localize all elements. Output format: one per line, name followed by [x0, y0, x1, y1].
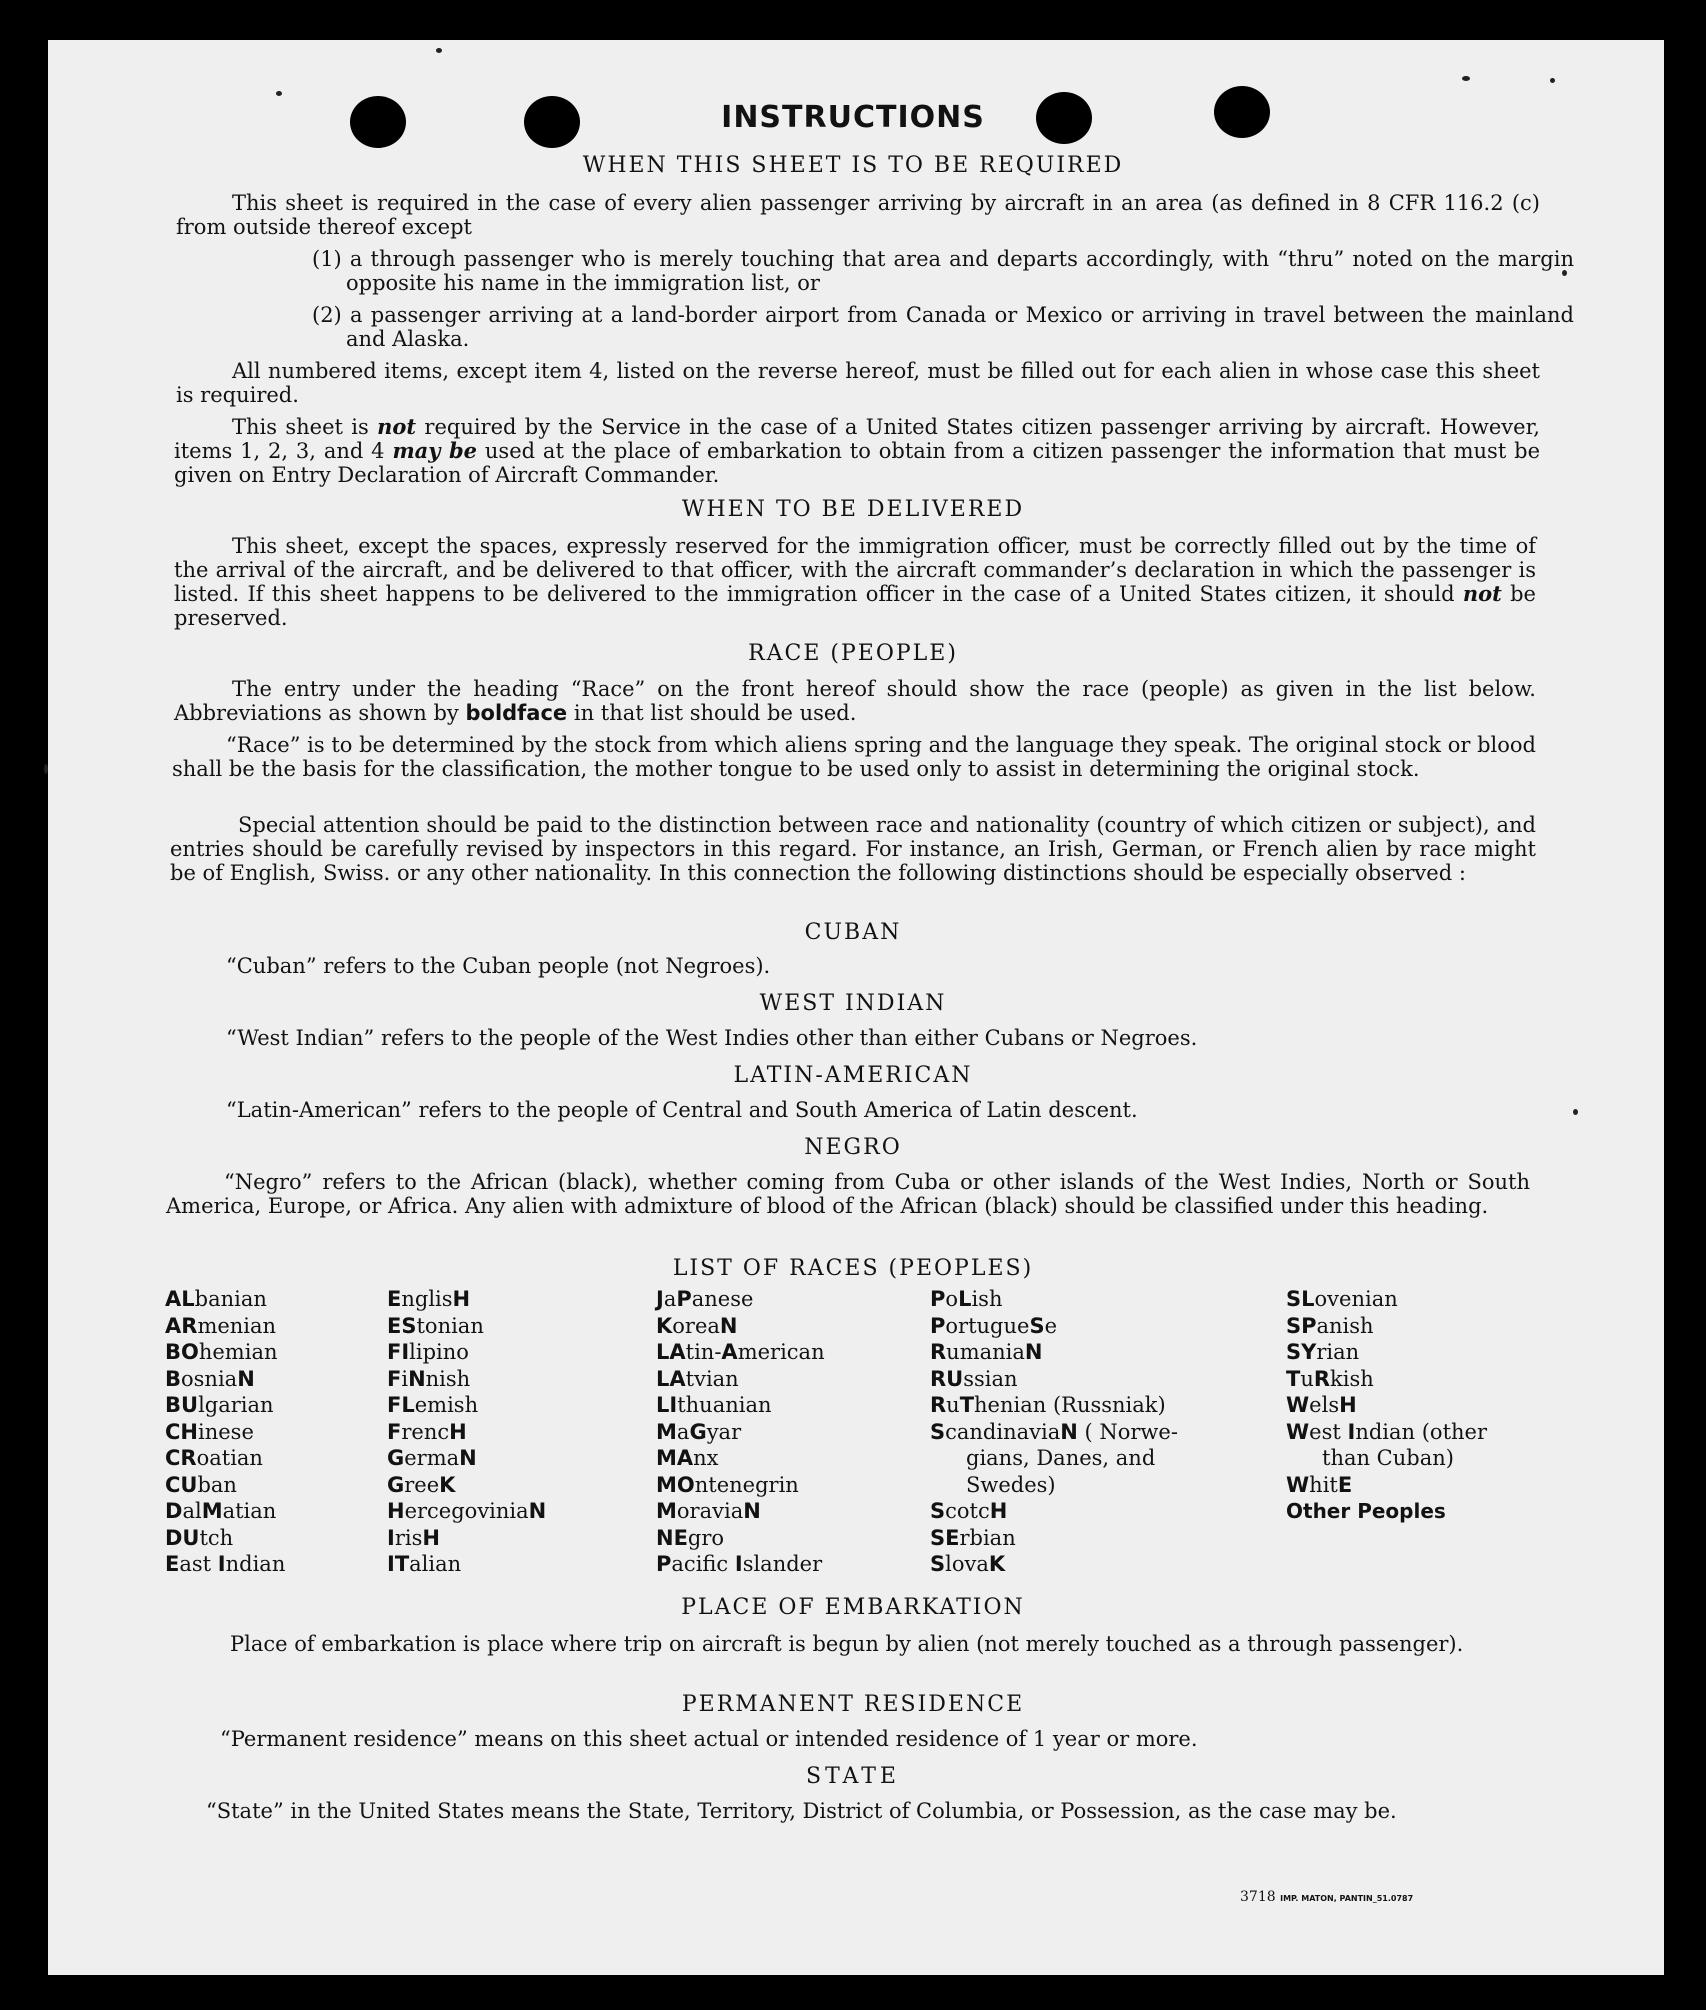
race-entry-part: anese [691, 1287, 754, 1311]
heading-residence: PERMANENT RESIDENCE [681, 1692, 1025, 1717]
race-entry-part: M [656, 1419, 677, 1444]
race-entry-part: CR [165, 1446, 197, 1470]
race-entry-part: E [1337, 1472, 1353, 1497]
race-entry [165, 1419, 285, 1446]
race-entry [1286, 1498, 1487, 1525]
race-entry-part: R [930, 1340, 947, 1364]
race-entry-part: J [656, 1287, 664, 1311]
race-entry-part: N [719, 1313, 738, 1338]
race-entry [387, 1419, 546, 1446]
race-entry-part: ndian (other [1355, 1419, 1487, 1444]
race-entry-part: tonian [416, 1313, 484, 1338]
race-entry-part: henian (Russniak) [974, 1393, 1166, 1417]
race-entry [656, 1419, 825, 1446]
race-entry [930, 1472, 1178, 1499]
race-entry-part: merican [737, 1340, 825, 1364]
race-entry-part: CH [165, 1419, 198, 1444]
race-entry-part: G [387, 1446, 405, 1470]
race-entry-part: ovenian [1314, 1287, 1398, 1311]
race-entry-part: orea [672, 1313, 720, 1338]
race-entry-part: S [1029, 1313, 1045, 1338]
race-entry-part: ndian [225, 1552, 286, 1576]
race-entry-part: A [721, 1340, 738, 1364]
form-number: 3718 [1240, 1889, 1276, 1905]
race-entry-part: a [676, 1419, 690, 1444]
race-entry-part: yar [706, 1419, 742, 1444]
race-entry-part: BO [165, 1340, 199, 1364]
heading-cuban: CUBAN [804, 920, 902, 945]
race-entry-part: W [1286, 1419, 1310, 1444]
race-entry-part: P [930, 1287, 946, 1311]
race-entry-part: SY [1286, 1340, 1317, 1364]
speck [1462, 76, 1470, 81]
race-entry-part: tin- [685, 1340, 722, 1364]
race-entry-part: candinavia [945, 1419, 1061, 1444]
race-entry-part: acific [671, 1552, 735, 1576]
race-entry-part: P [656, 1552, 672, 1576]
race-entry [656, 1525, 825, 1552]
race-entry [387, 1472, 546, 1499]
race-entry-part: Other Peoples [1286, 1499, 1446, 1523]
race-entry-part: ish [971, 1287, 1003, 1311]
race-entry-part: E [165, 1552, 180, 1576]
race-entry [165, 1472, 285, 1499]
race-entry-part: L [958, 1287, 972, 1311]
race-entry-part: renc [401, 1419, 450, 1444]
race-entry-part: ( Norwe- [1077, 1419, 1178, 1444]
race-entry-part: H [1339, 1393, 1357, 1417]
race-entry-part: FL [387, 1393, 415, 1417]
race-para-1: The entry under the heading “Race” on the front hereof should show the race (people) as given in the list below. Abbreviations as shown by boldface in that list should be used. [174, 677, 1536, 725]
race-entry-part: e [1044, 1313, 1058, 1338]
race-entry [656, 1392, 825, 1419]
race-entry [656, 1472, 825, 1499]
race-entry [1286, 1286, 1487, 1313]
race-entry-part: ssian [963, 1366, 1018, 1391]
race-entry-part: S [930, 1552, 946, 1576]
race-entry-part: anish [1316, 1313, 1374, 1338]
race-entry-part: emish [414, 1393, 479, 1417]
cuban-text: “Cuban” refers to the Cuban people (not Negroes). [226, 954, 771, 978]
numbered-items-note: All numbered items, except item 4, listed on the reverse hereof, must be filled out for each alien in whose case this sheet is required. [176, 359, 1540, 407]
race-entry [1286, 1472, 1487, 1499]
race-entry-part: E [387, 1287, 402, 1311]
race-entry-part: LA [656, 1340, 686, 1364]
when-required-intro: This sheet is required in the case of every alien passenger arriving by aircraft in an area (as defined in 8 CFR 116.2 (c) from outside thereof except [176, 191, 1540, 239]
race-entry-part: N [528, 1499, 547, 1523]
race-entry [930, 1313, 1178, 1340]
race-entry [387, 1525, 546, 1552]
race-entry-part: M [656, 1499, 677, 1523]
race-entry-part: P [676, 1287, 692, 1311]
speck [436, 48, 442, 53]
speck [1550, 78, 1555, 83]
race-entry-part: P [930, 1313, 946, 1338]
race-entry [165, 1339, 285, 1366]
race-entry-part: H [452, 1287, 471, 1311]
heading-race: RACE (PEOPLE) [748, 641, 958, 666]
race-entry [1286, 1392, 1487, 1419]
race-entry-part: slander [742, 1552, 823, 1576]
race-entry-part: atian [222, 1499, 277, 1523]
race-entry [165, 1551, 285, 1578]
race-entry-part: est [1309, 1419, 1348, 1444]
race-entry-part: K [988, 1552, 1006, 1576]
race-entry-part: rbian [959, 1525, 1016, 1550]
citizen-note: This sheet is not required by the Service in the case of a United States citizen passenger arriving by aircraft. However, items 1, 2, 3, and 4 may be used at the place of embarkation to obtain from a citizen passenger the information that must be given on Entry Declaration of Aircraft Commander. [174, 414, 1540, 487]
race-entry-part: ree [404, 1472, 440, 1497]
race-entry-part: alian [409, 1552, 462, 1576]
page-title: INSTRUCTIONS [721, 100, 985, 135]
race-entry-part: N [408, 1366, 426, 1391]
race-entry-part: G [387, 1472, 405, 1497]
race-entry-part: I [1347, 1419, 1356, 1444]
embarkation-text: Place of embarkation is place where trip on aircraft is begun by alien (not merely touched as a through passenger). [230, 1632, 1464, 1656]
race-entry [165, 1366, 285, 1393]
race-entry-part: F [387, 1366, 402, 1391]
state-text: “State” in the United States means the State, Territory, District of Columbia, or Possession, as the case may be. [206, 1799, 1397, 1823]
races-column-1 [165, 1286, 285, 1578]
race-entry-part: inese [198, 1419, 254, 1444]
race-entry-part: kish [1330, 1366, 1374, 1391]
race-entry-part: I [734, 1552, 743, 1576]
race-entry-part: I [387, 1525, 395, 1550]
printer-imprint: IMP. MATON, PANTIN_51.0787 [1280, 1894, 1414, 1903]
race-entry [656, 1498, 825, 1525]
race-entry-part: ercegovinia [404, 1499, 529, 1523]
race-entry [387, 1392, 546, 1419]
race-entry-part: oravia [676, 1499, 744, 1523]
race-entry-part: SP [1286, 1313, 1317, 1338]
race-entry-part: cotc [945, 1499, 990, 1523]
race-entry [930, 1339, 1178, 1366]
race-entry-part: ast [179, 1552, 218, 1576]
race-entry-part: hit [1309, 1472, 1338, 1497]
race-entry-part: lgarian [198, 1393, 274, 1417]
race-entry-part: u [1300, 1366, 1314, 1391]
race-entry-part: F [387, 1419, 402, 1444]
race-entry [930, 1366, 1178, 1393]
race-entry [387, 1551, 546, 1578]
negro-text: “Negro” refers to the African (black), whether coming from Cuba or other islands of the West Indies, North or South America, Europe, or Africa. Any alien with admixture of blood of the African (black) should be classified under this heading. [166, 1170, 1530, 1218]
race-entry-part: osnia [181, 1366, 238, 1391]
race-entry [930, 1525, 1178, 1552]
race-entry [387, 1313, 546, 1340]
race-entry [930, 1392, 1178, 1419]
race-entry-part: LI [656, 1393, 678, 1417]
race-entry [1286, 1313, 1487, 1340]
race-entry-part: LA [656, 1366, 686, 1391]
race-entry-part: N [1060, 1419, 1078, 1444]
race-entry-part: menian [197, 1313, 277, 1338]
race-entry-part: nx [693, 1446, 719, 1470]
race-entry-part: a [663, 1287, 677, 1311]
race-entry [165, 1498, 285, 1525]
race-entry-part: than Cuban) [1322, 1446, 1454, 1470]
race-entry [656, 1339, 825, 1366]
race-entry [656, 1286, 825, 1313]
race-entry-part: FI [387, 1340, 410, 1364]
race-para-3: Special attention should be paid to the distinction between race and nationality (country of which citizen or subject), and entries should be carefully revised by inspectors in this regard. For instance, an Irish, German, or French alien by race might be of English, Swiss. or any other nationality. In this connection the following distinctions should be especially observed : [170, 813, 1536, 885]
race-entry-part: erma [404, 1446, 460, 1470]
heading-state: STATE [806, 1764, 900, 1789]
exception-item-1: (1) a through passenger who is merely touching that area and departs accordingly, with “thru” noted on the margin opposite his name in the immigration list, or [312, 247, 1574, 295]
race-entry-part: ban [197, 1472, 237, 1497]
race-entry [387, 1366, 546, 1393]
race-entry-part: lova [945, 1552, 989, 1576]
form-footer [1240, 1889, 1413, 1905]
heading-list-of-races: LIST OF RACES (PEOPLES) [672, 1256, 1034, 1281]
latin-american-text: “Latin-American” refers to the people of Central and South America of Latin descent. [226, 1098, 1138, 1122]
race-entry [930, 1498, 1178, 1525]
race-entry [1286, 1366, 1487, 1393]
race-entry-part: D [165, 1499, 183, 1523]
race-entry-part: MA [656, 1446, 694, 1470]
race-entry-part: tvian [685, 1366, 739, 1391]
race-entry-part: oatian [196, 1446, 263, 1470]
race-entry [387, 1445, 546, 1472]
race-entry [656, 1445, 825, 1472]
race-entry-part: B [165, 1366, 182, 1391]
race-entry-part: nish [425, 1366, 471, 1391]
race-entry-part: ris [394, 1525, 423, 1550]
race-entry [165, 1313, 285, 1340]
race-entry-part: N [237, 1366, 255, 1391]
race-entry [930, 1419, 1178, 1446]
race-entry-part: SL [1286, 1287, 1315, 1311]
race-entry-part: N [459, 1446, 477, 1470]
race-entry-part: DU [165, 1525, 200, 1550]
race-entry-part: nglis [401, 1287, 453, 1311]
heading-west-indian: WEST INDIAN [759, 991, 947, 1016]
race-entry [387, 1286, 546, 1313]
race-entry-part: W [1286, 1472, 1310, 1497]
race-entry-part: S [930, 1499, 946, 1523]
race-entry-part: lipino [409, 1340, 469, 1364]
race-entry-part: ortugue [945, 1313, 1030, 1338]
race-entry-part: i [401, 1366, 409, 1391]
race-para-2: “Race” is to be determined by the stock from which aliens spring and the language they speak. The original stock or blood shall be the basis for the classification, the mother tongue to be used only to assist in determining the original stock. [172, 733, 1536, 781]
race-entry-part: ntenegrin [694, 1472, 799, 1497]
west-indian-text: “West Indian” refers to the people of the West Indies other than either Cubans or Negroes. [226, 1026, 1198, 1050]
race-entry-part: H [989, 1499, 1008, 1523]
race-entry-part: T [959, 1393, 975, 1417]
race-entry [1286, 1419, 1487, 1446]
speck [44, 764, 48, 774]
races-column-4 [930, 1286, 1178, 1578]
race-entry [165, 1525, 285, 1552]
race-entry-part: BU [165, 1393, 199, 1417]
race-entry-part: T [1286, 1366, 1301, 1391]
race-entry-part: H [387, 1499, 405, 1523]
races-column-2 [387, 1286, 546, 1578]
race-entry-part: M [201, 1499, 223, 1523]
race-entry-part: els [1309, 1393, 1340, 1417]
when-delivered-text: This sheet, except the spaces, expressly reserved for the immigration officer, must be correctly filled out by the time of the arrival of the aircraft, and be delivered to that officer, with the aircraft commander’s declaration in which the passenger is listed. If this sheet happens to be delivered to the immigration officer in the case of a United States citizen, it should not be preserved. [174, 534, 1536, 630]
race-entry-part: S [930, 1419, 946, 1444]
race-entry-part: W [1286, 1393, 1310, 1417]
race-entry-part: H [422, 1525, 440, 1550]
race-entry-part: K [439, 1472, 456, 1497]
speck [1573, 1109, 1578, 1115]
race-entry [1286, 1339, 1487, 1366]
race-entry-part: AL [165, 1287, 195, 1311]
speck [276, 91, 282, 96]
race-entry-part: thuanian [677, 1393, 772, 1417]
race-entry-part: o [945, 1287, 959, 1311]
race-entry-part: CU [165, 1472, 198, 1497]
heading-when-delivered: WHEN TO BE DELIVERED [681, 497, 1025, 522]
race-entry-part: MO [656, 1472, 695, 1497]
exception-item-2: (2) a passenger arriving at a land-border airport from Canada or Mexico or arriving in travel between the mainland and Alaska. [312, 303, 1574, 351]
heading-embarkation: PLACE OF EMBARKATION [681, 1595, 1025, 1620]
heading-latin-american: LATIN-AMERICAN [733, 1063, 973, 1088]
race-entry-part: Swedes) [966, 1472, 1056, 1497]
race-entry-part: AR [165, 1313, 198, 1338]
race-entry [165, 1286, 285, 1313]
races-column-3 [656, 1286, 825, 1578]
race-entry-part: umania [946, 1340, 1025, 1364]
race-entry-part: IT [387, 1552, 410, 1576]
race-entry [656, 1551, 825, 1578]
race-entry [1286, 1445, 1487, 1472]
race-entry [165, 1392, 285, 1419]
race-entry [930, 1551, 1178, 1578]
race-entry [387, 1339, 546, 1366]
race-entry-part: tch [199, 1525, 234, 1550]
race-entry-part: H [449, 1419, 467, 1444]
race-entry-part: G [689, 1419, 707, 1444]
race-entry-part: gians, Danes, and [966, 1446, 1156, 1470]
race-entry-part: gro [687, 1525, 725, 1550]
race-entry-part: u [946, 1393, 960, 1417]
race-entry [656, 1366, 825, 1393]
race-entry-part: I [217, 1552, 226, 1576]
heading-negro: NEGRO [804, 1135, 902, 1160]
race-entry-part: rian [1316, 1340, 1360, 1364]
race-entry-part: K [656, 1313, 673, 1338]
race-entry-part: N [743, 1499, 761, 1523]
race-entry [656, 1313, 825, 1340]
races-column-5 [1286, 1286, 1487, 1525]
race-entry-part: al [182, 1499, 202, 1523]
race-entry-part: R [930, 1393, 947, 1417]
race-entry-part: banian [194, 1287, 267, 1311]
race-entry-part: N [1024, 1340, 1043, 1364]
race-entry-part: hemian [198, 1340, 278, 1364]
race-entry-part: NE [656, 1525, 688, 1550]
race-entry-part: R [1313, 1366, 1331, 1391]
race-entry [165, 1445, 285, 1472]
race-entry-part: SE [930, 1525, 960, 1550]
residence-text: “Permanent residence” means on this sheet actual or intended residence of 1 year or more. [220, 1727, 1198, 1751]
race-entry [930, 1445, 1178, 1472]
race-entry-part: ES [387, 1313, 417, 1338]
race-entry [930, 1286, 1178, 1313]
heading-when-required: WHEN THIS SHEET IS TO BE REQUIRED [582, 153, 1124, 178]
race-entry [387, 1498, 546, 1525]
race-entry-part: RU [930, 1366, 964, 1391]
